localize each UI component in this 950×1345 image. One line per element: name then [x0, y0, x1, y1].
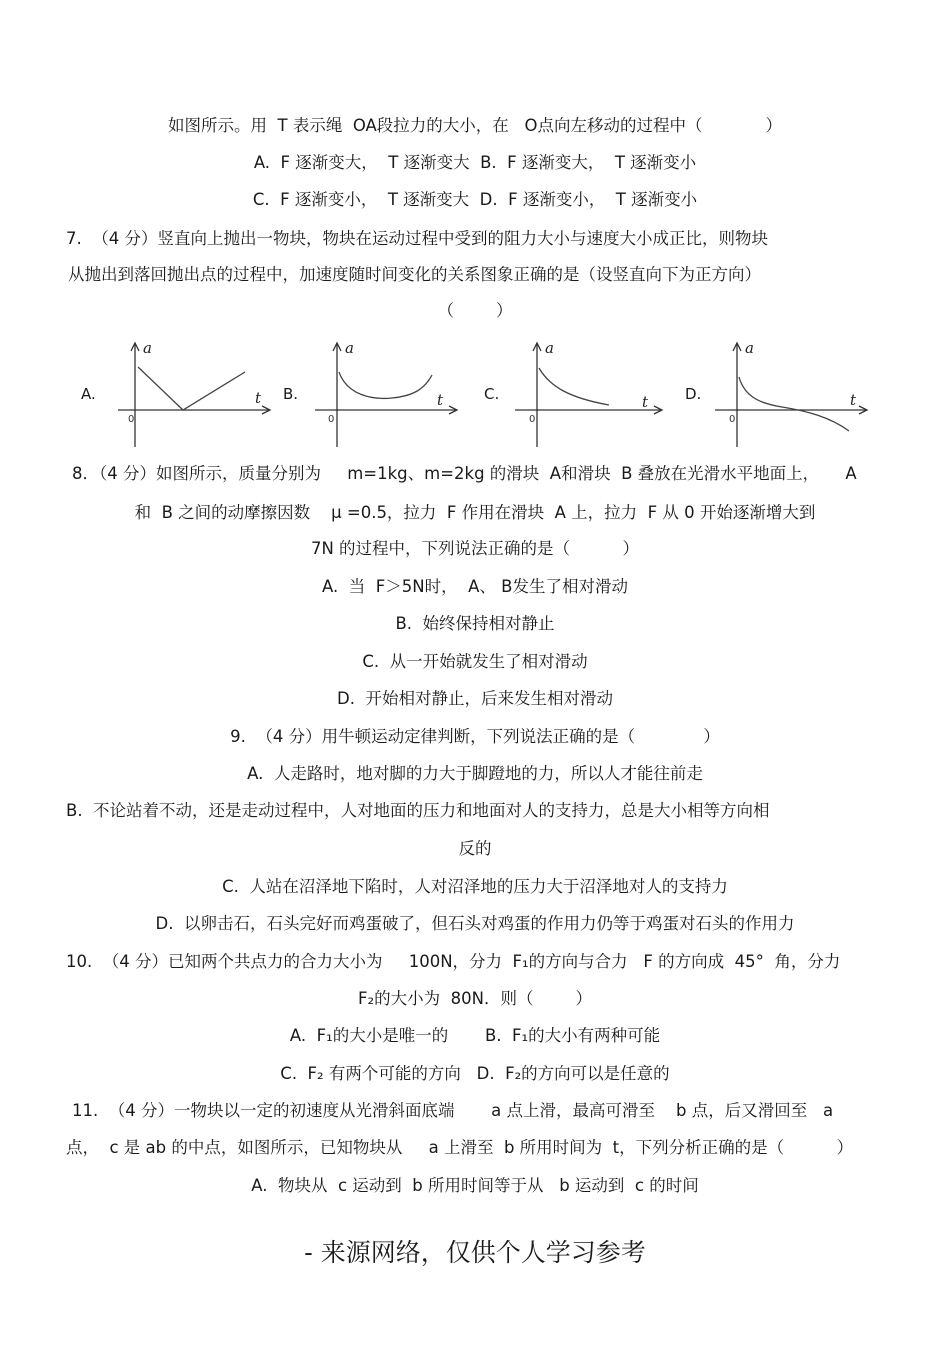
q9-option-c: C. 人站在沼泽地下陷时，人对沼泽地的压力大于沼泽地对人的支持力 [222, 877, 728, 896]
x-axis-label: t [437, 391, 444, 409]
q8-option-d: D. 开始相对静止，后来发生相对滑动 [337, 689, 613, 708]
q7-curve-c [539, 368, 609, 405]
q9-stem: 9. （4 分）用牛顿运动定律判断，下列说法正确的是（ ） [230, 727, 720, 746]
q11-option-a: A. 物块从 c 运动到 b 所用时间等于从 b 运动到 c 的时间 [251, 1176, 699, 1195]
q6-stem: 如图所示。用 T 表示绳 OA段拉力的大小，在 O点向左移动的过程中（ ） [168, 116, 782, 135]
q7-answer-paren: （ ） [437, 301, 513, 320]
q7-option-c-label: C. [484, 385, 500, 403]
q10-options-cd: C. F₂ 有两个可能的方向 D. F₂的方向可以是任意的 [280, 1064, 670, 1083]
q7-option-b-label: B. [283, 385, 299, 403]
q7-curve-b [339, 372, 432, 398]
q7-curve-d [739, 377, 849, 431]
q9-option-b-line1: B. 不论站着不动，还是走动过程中，人对地面的压力和地面对人的支持力，总是大小相等方向相 [66, 801, 770, 820]
q7-option-d-label: D. [685, 385, 702, 403]
q7-stem-line1: 7. （4 分）竖直向上抛出一物块，物块在运动过程中受到的阻力大小与速度大小成正比，则物块 [66, 229, 768, 248]
q8-stem-line3: 7N 的过程中，下列说法正确的是（ ） [310, 539, 640, 558]
y-axis-label: a [345, 339, 354, 357]
q9-option-b-line2: 反的 [458, 839, 492, 858]
origin-label: 0 [128, 414, 135, 425]
origin-label: 0 [328, 414, 335, 425]
q8-option-a: A. 当 F＞5N时， A、 B发生了相对滑动 [322, 577, 628, 596]
q11-stem-line2: 点， c 是 ab 的中点，如图所示，已知物块从 a 上滑至 b 所用时间为 t，下列分析正确的是（ ） [66, 1138, 854, 1157]
q8-option-c: C. 从一开始就发生了相对滑动 [362, 652, 588, 671]
origin-label: 0 [529, 414, 536, 425]
q7-graph-d [712, 335, 872, 450]
q9-option-a: A. 人走路时，地对脚的力大于脚蹬地的力，所以人才能往前走 [247, 764, 703, 783]
q7-graph-a [110, 335, 275, 450]
y-axis-label: a [545, 339, 554, 357]
q7-option-a-label: A. [81, 385, 96, 403]
x-axis-label: t [850, 391, 857, 409]
q8-option-b: B. 始终保持相对静止 [395, 614, 555, 633]
q6-options-ab: A. F 逐渐变大， T 逐渐变大 B. F 逐渐变大， T 逐渐变小 [253, 153, 697, 172]
q7-graph-c [512, 335, 667, 450]
q7-graph-b [312, 335, 462, 450]
y-axis-label: a [745, 339, 754, 357]
q7-stem-line2: 从抛出到落回抛出点的过程中，加速度随时间变化的关系图象正确的是（设竖直向下为正方向） [68, 265, 761, 284]
y-axis-label: a [143, 339, 152, 357]
origin-label: 0 [729, 414, 736, 425]
q10-options-ab: A. F₁的大小是唯一的 B. F₁的大小有两种可能 [289, 1026, 661, 1045]
q10-stem-line2: F₂的大小为 80N．则（ ） [358, 989, 592, 1008]
q11-stem-line1: 11. （4 分）一物块以一定的初速度从光滑斜面底端 a 点上滑，最高可滑至 b 点，后又滑回至 a [72, 1101, 834, 1120]
x-axis-label: t [255, 389, 262, 407]
x-axis-label: t [642, 393, 649, 411]
page-footer: - 来源网络，仅供个人学习参考 [304, 1238, 646, 1267]
q6-options-cd: C. F 逐渐变小， T 逐渐变大 D. F 逐渐变小， T 逐渐变小 [252, 190, 698, 209]
q9-option-d: D. 以卵击石，石头完好而鸡蛋破了，但石头对鸡蛋的作用力仍等于鸡蛋对石头的作用力 [155, 914, 795, 933]
q10-stem-line1: 10. （4 分）已知两个共点力的合力大小为 100N，分力 F₁的方向与合力 F 的方向成 45° 角，分力 [66, 952, 841, 971]
q8-stem-line1: 8．（4 分）如图所示，质量分别为 m=1kg、m=2kg 的滑块 A和滑块 B 叠放在光滑水平地面上， A [72, 464, 857, 483]
q8-stem-line2: 和 B 之间的动摩擦因数 μ =0.5，拉力 F 作用在滑块 A 上，拉力 F 从 0 开始逐渐增大到 [134, 503, 816, 522]
q7-curve-a [138, 367, 245, 410]
